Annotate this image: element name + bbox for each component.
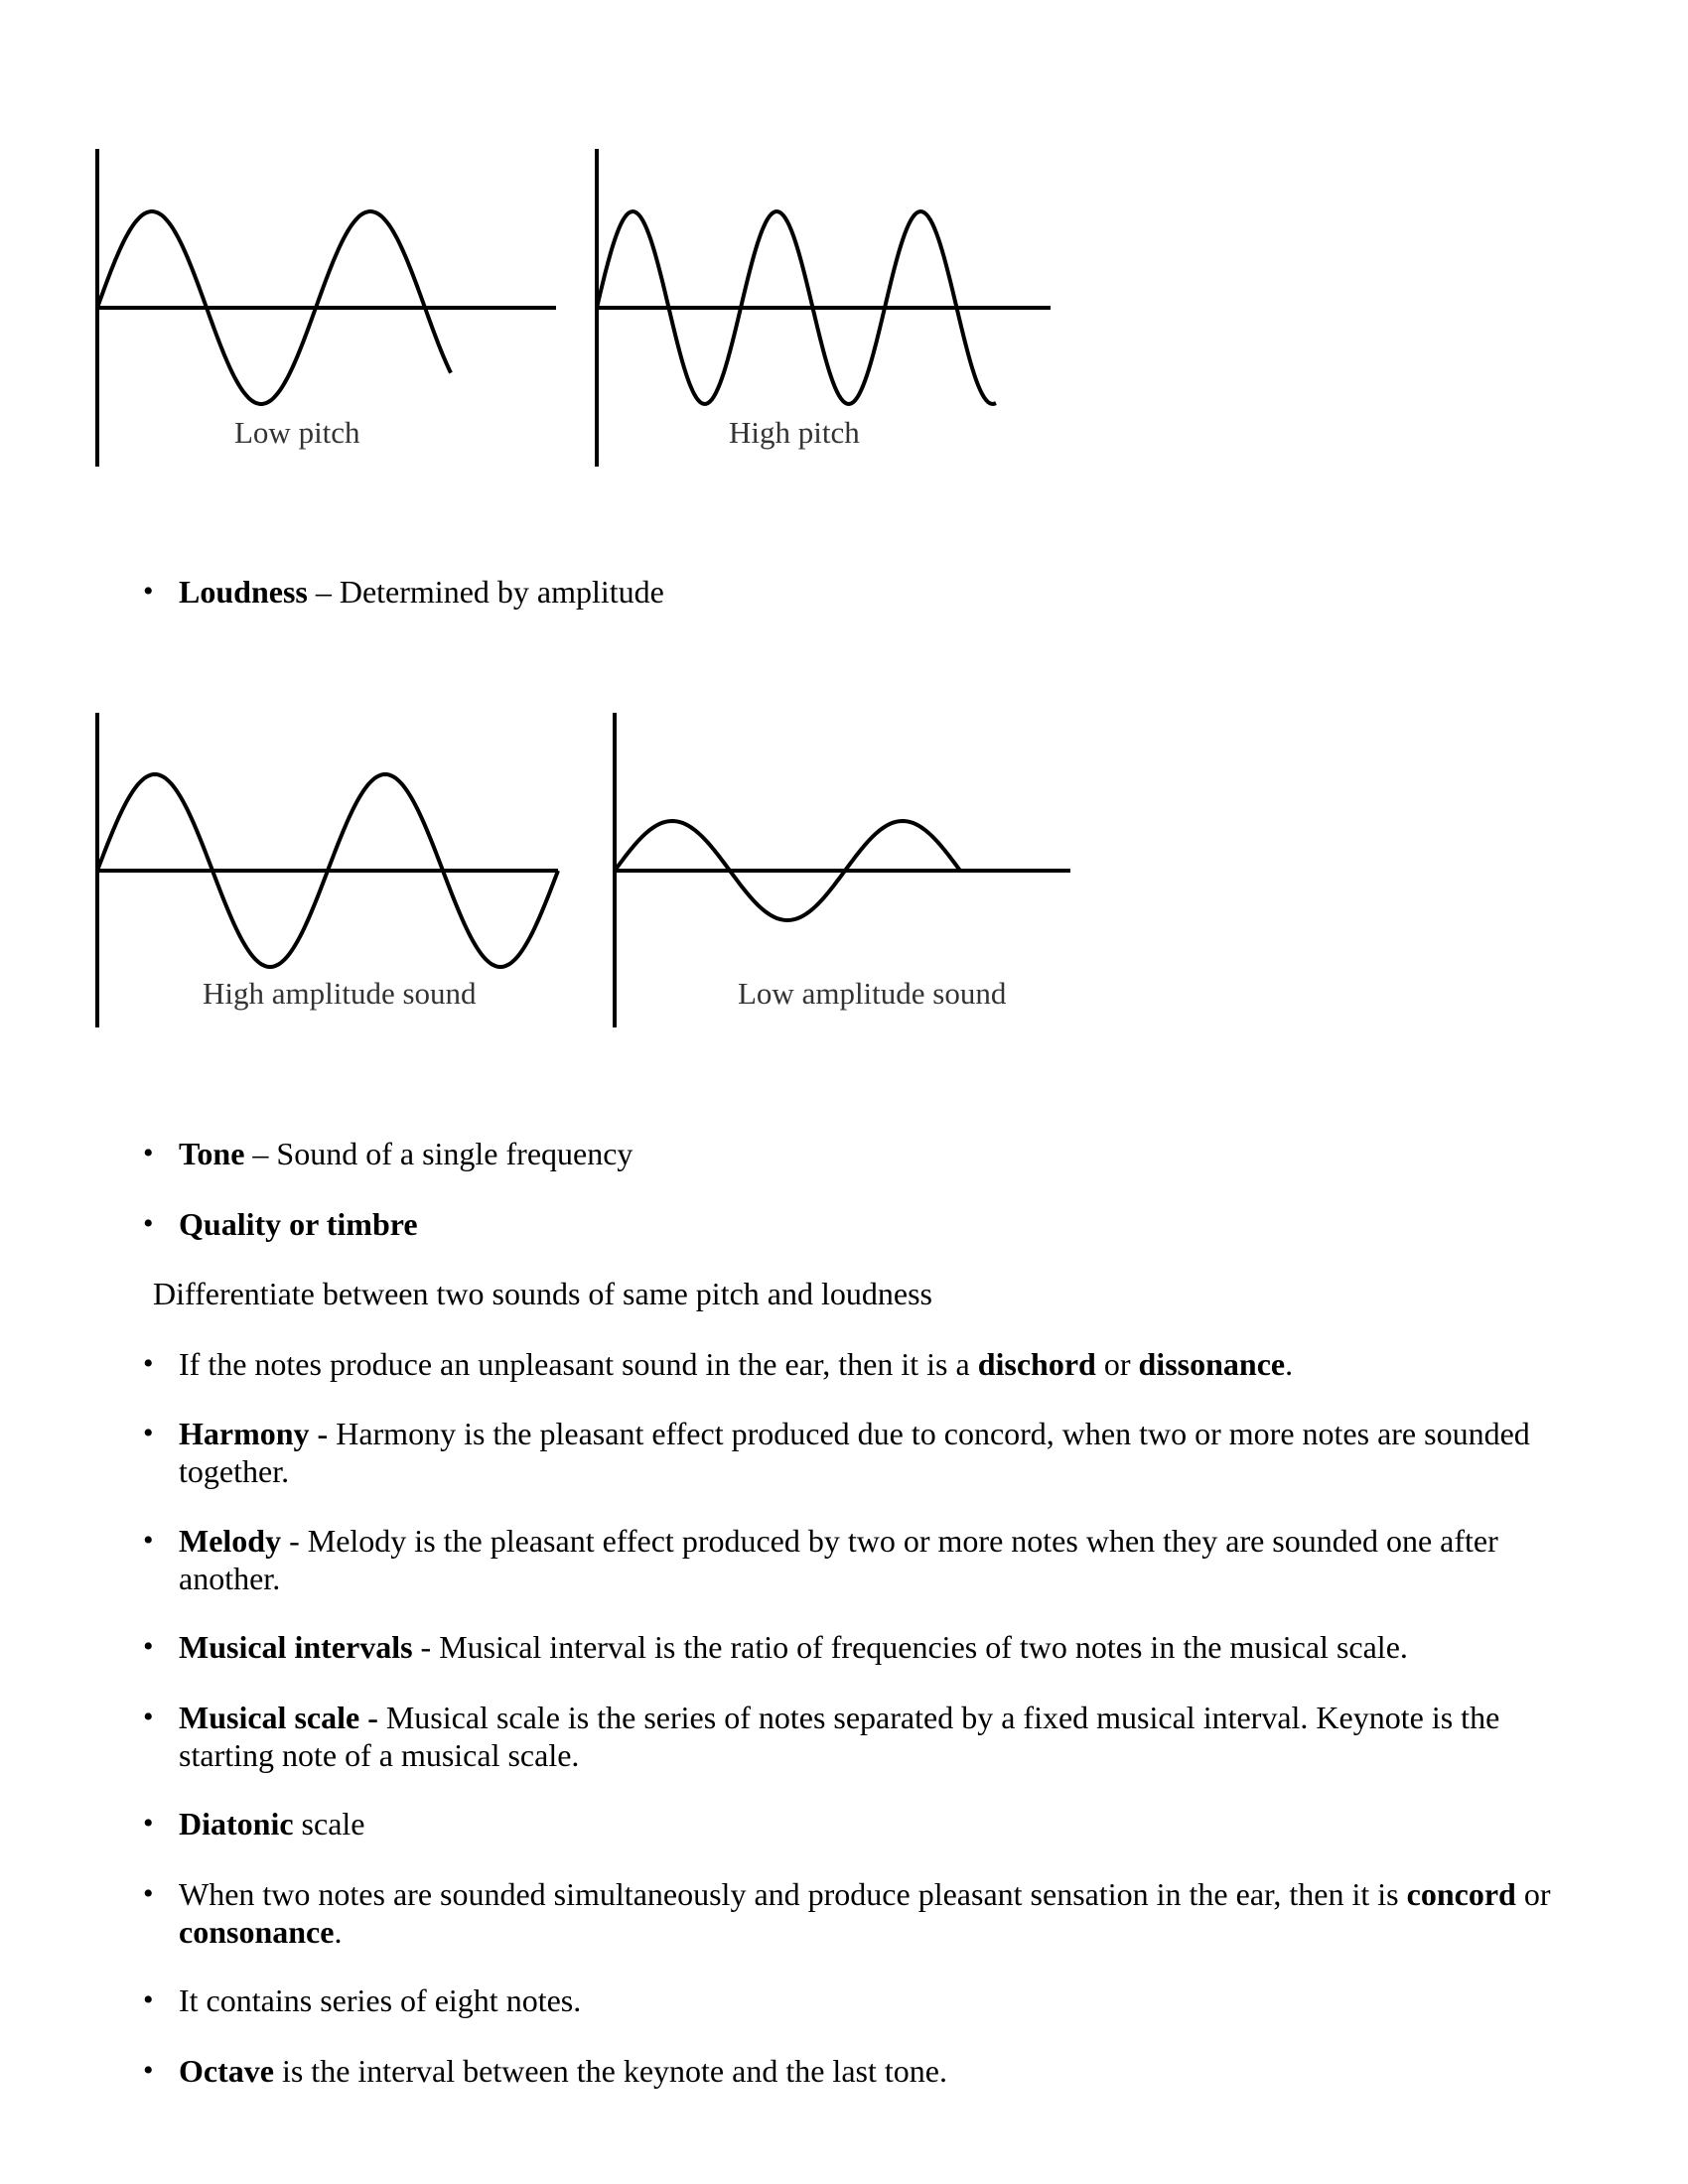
concord-period: . xyxy=(334,1914,343,1950)
quality-term: Quality or timbre xyxy=(179,1206,418,1242)
dischord-bullet xyxy=(143,1345,1599,1383)
bullet-marker: • xyxy=(143,575,154,608)
dischord-term: dischord xyxy=(977,1346,1096,1382)
eight-notes-bullet xyxy=(143,1981,1599,2019)
dischord-or: or xyxy=(1095,1346,1139,1382)
dissonance-term: dissonance xyxy=(1138,1346,1286,1382)
concord-text-start: When two notes are sounded simultaneously and produce pleasant sensation in the ear, then it is xyxy=(179,1876,1407,1912)
bullet-marker: • xyxy=(143,1137,154,1169)
tone-text: – Sound of a single frequency xyxy=(244,1136,633,1171)
octave-text: is the interval between the keynote and the last tone. xyxy=(273,2053,947,2089)
concord-or: or xyxy=(1515,1876,1551,1912)
diatonic-text: scale xyxy=(293,1806,365,1842)
consonance-term: consonance xyxy=(179,1914,335,1950)
bullet-marker: • xyxy=(143,1524,154,1557)
bullet-marker: • xyxy=(143,1877,154,1910)
bullet-marker: • xyxy=(143,1630,154,1663)
concord-bullet xyxy=(143,1875,1599,1951)
bullet-marker: • xyxy=(143,1347,154,1380)
differentiate-text: Differentiate between two sounds of same pitch and loudness xyxy=(153,1276,932,1311)
harmony-term: Harmony - xyxy=(179,1416,329,1451)
tone-bullet xyxy=(143,1135,1599,1172)
bullet-marker: • xyxy=(143,1417,154,1449)
intervals-term: Musical intervals xyxy=(179,1629,413,1665)
octave-term: Octave xyxy=(179,2053,274,2089)
melody-text: - Melody is the pleasant effect produced by two or more notes when they are sounded one after another. xyxy=(179,1523,1498,1596)
scale-text: Musical scale is the series of notes separated by a fixed musical interval. Keynote is the starting note of a musical scale. xyxy=(179,1700,1500,1773)
bullet-marker: • xyxy=(143,1207,154,1240)
harmony-bullet xyxy=(143,1415,1599,1490)
amplitude-figure xyxy=(0,0,1092,1052)
harmony-text: Harmony is the pleasant effect produced due to concord, when two or more notes are sounded together. xyxy=(179,1416,1530,1489)
low-pitch-label: Low pitch xyxy=(234,415,360,450)
eight-notes-text: It contains series of eight notes. xyxy=(179,1982,582,2018)
loudness-term: Loudness xyxy=(179,574,308,610)
diatonic-bullet xyxy=(143,1805,1599,1843)
melody-term: Melody xyxy=(179,1523,282,1559)
scale-term: Musical scale - xyxy=(179,1700,378,1735)
bullet-marker: • xyxy=(143,1701,154,1733)
high-amplitude-label: High amplitude sound xyxy=(203,976,477,1011)
concord-term: concord xyxy=(1406,1876,1516,1912)
melody-bullet xyxy=(143,1522,1599,1597)
bullet-marker: • xyxy=(143,1983,154,2016)
intervals-text: - Musical interval is the ratio of frequencies of two notes in the musical scale. xyxy=(412,1629,1408,1665)
low-amplitude-label: Low amplitude sound xyxy=(738,976,1007,1011)
loudness-text: – Determined by amplitude xyxy=(307,574,664,610)
diatonic-term: Diatonic xyxy=(179,1806,294,1842)
tone-term: Tone xyxy=(179,1136,245,1171)
intervals-bullet xyxy=(143,1628,1599,1666)
high-pitch-label: High pitch xyxy=(729,415,860,450)
dischord-period: . xyxy=(1285,1346,1294,1382)
dischord-text-start: If the notes produce an unpleasant sound in the ear, then it is a xyxy=(179,1346,978,1382)
bullet-marker: • xyxy=(143,1807,154,1840)
octave-bullet xyxy=(143,2052,1599,2090)
scale-bullet xyxy=(143,1699,1599,1774)
amplitude-diagram xyxy=(0,0,1092,1052)
quality-bullet xyxy=(143,1205,1599,1243)
bullet-marker: • xyxy=(143,2054,154,2087)
